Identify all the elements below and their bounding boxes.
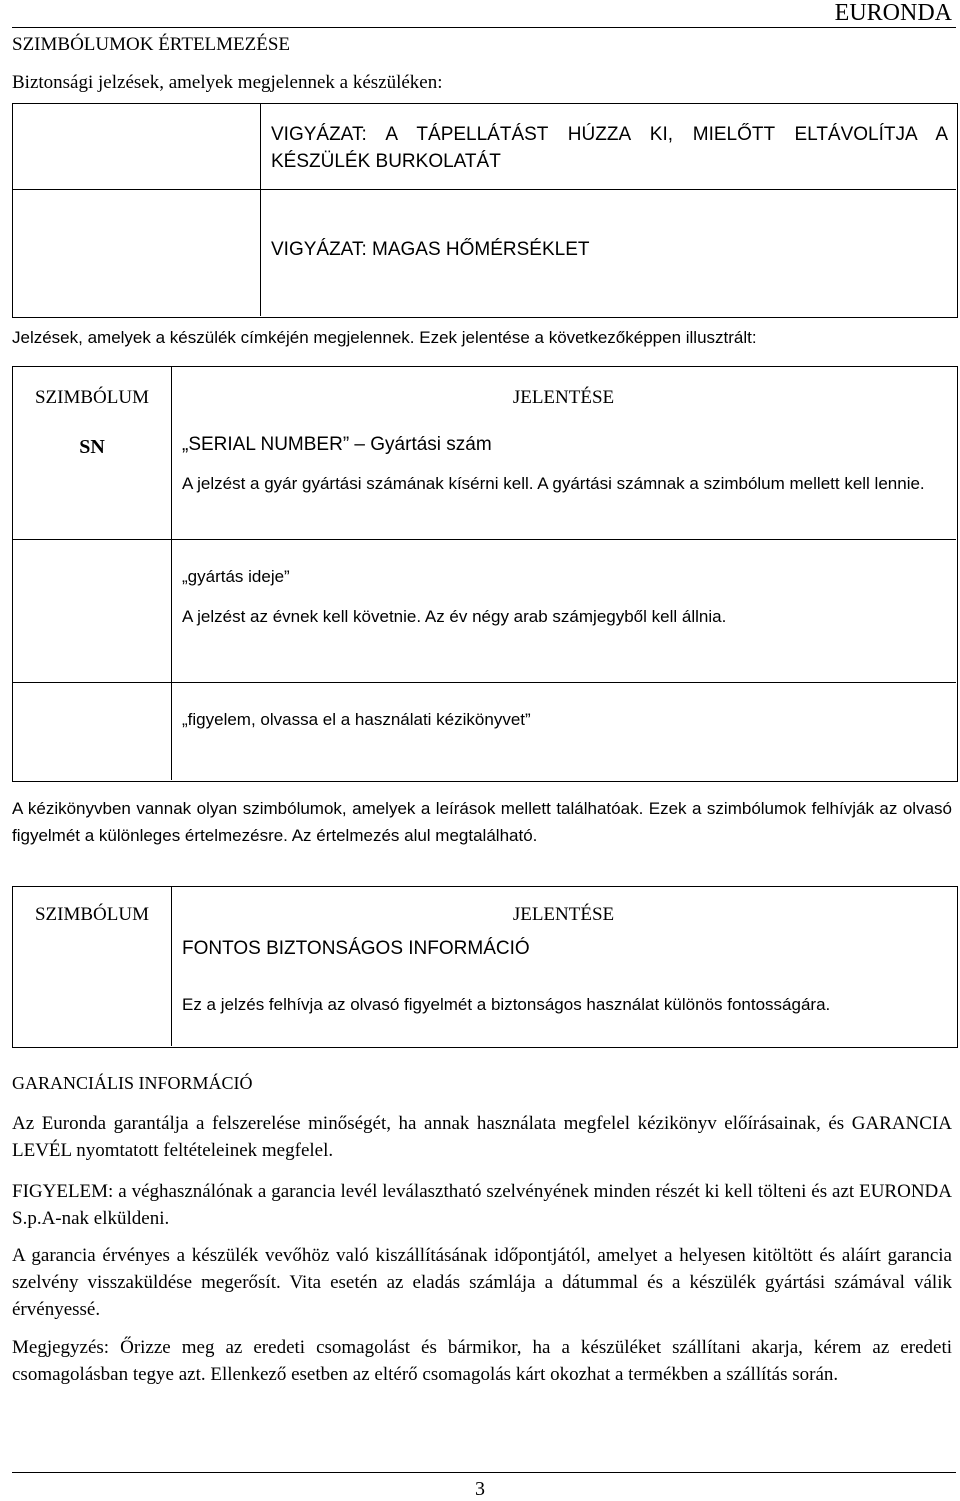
- warranty-paragraph-4: Megjegyzés: Őrizze meg az eredeti csomagolást és bármikor, ha a készüléket szállítani akarja, kérem az eredeti csomagolásban tegye azt. Ellenkező esetben az eltérő csomagolás kárt okozhat a termékben a szállítás során.: [12, 1337, 952, 1385]
- safety-info-text: Ez a jelzés felhívja az olvasó figyelmét a biztonságos használat különös fontosságára.: [182, 995, 831, 1014]
- table-row-divider: [13, 539, 956, 540]
- footer-rule: [12, 1472, 956, 1473]
- serial-number-text: A jelzést a gyár gyártási számának kísérni kell. A gyártási számnak a szimbólum mellett kell lennie.: [182, 474, 925, 493]
- table2-header-symbol: SZIMBÓLUM: [34, 904, 149, 925]
- safety-intro: Biztonsági jelzések, amelyek megjelennek a készüléken:: [12, 72, 443, 93]
- brand-name: EURONDA: [834, 0, 952, 26]
- warning-box-row-divider: [13, 189, 956, 190]
- warranty-paragraph-3: A garancia érvényes a készülék vevőhöz való kiszállításának időpontjától, amelyet a helyesen kitöltött és aláírt garancia szelvény visszaküldése megerősít. Vita esetén az eladás számlája a dátummal és a készülék gyártási számával válik érvényessé.: [12, 1245, 952, 1320]
- page-number: 3: [475, 1478, 485, 1500]
- manual-symbol-table: [12, 886, 958, 1048]
- manufacture-date-text: A jelzést az évnek kell követnie. Az év négy arab számjegyből kell állnia.: [182, 607, 727, 626]
- section-title: SZIMBÓLUMOK ÉRTELMEZÉSE: [12, 34, 291, 55]
- serial-number-title: „SERIAL NUMBER” – Gyártási szám: [182, 434, 492, 455]
- warning-box: [12, 103, 958, 318]
- manual-paragraph: A kézikönyvben vannak olyan szimbólumok, amelyek a leírások mellett találhatóak. Ezek a szimbólumok felhívják az olvasó figyelmét a különleges értelmezésre. Az értelmezés alul megtalálható.: [12, 799, 952, 845]
- table-row-divider: [13, 682, 956, 683]
- table-header-meaning: JELENTÉSE: [512, 387, 615, 408]
- symbol-table: [12, 366, 958, 782]
- warning-text-temperature: VIGYÁZAT: MAGAS HŐMÉRSÉKLET: [271, 239, 590, 260]
- table2-header-meaning: JELENTÉSE: [512, 904, 615, 925]
- label-intro: Jelzések, amelyek a készülék címkéjén megjelennek. Ezek jelentése a következőképpen illusztrált:: [12, 328, 757, 347]
- header-rule: [12, 27, 956, 28]
- warranty-title: GARANCIÁLIS INFORMÁCIÓ: [12, 1073, 253, 1093]
- safety-info-title: FONTOS BIZTONSÁGOS INFORMÁCIÓ: [182, 938, 530, 959]
- warranty-paragraph-1: Az Euronda garantálja a felszerelése minőségét, ha annak használata megfelel kézikönyv előírásainak, és GARANCIA LEVÉL nyomtatott feltételeinek megfelel.: [12, 1113, 952, 1161]
- table-col-divider: [171, 367, 172, 780]
- table-header-symbol: SZIMBÓLUM: [34, 387, 149, 408]
- warranty-paragraph-2: FIGYELEM: a véghasználónak a garancia levél leválasztható szelvényének minden részét ki kell tölteni és azt EURONDA S.p.A-nak elküldeni.: [12, 1181, 952, 1229]
- warning-text-power: VIGYÁZAT: A TÁPELLÁTÁST HÚZZA KI, MIELŐTT ELTÁVOLÍTJA A KÉSZÜLÉK BURKOLATÁT: [271, 124, 948, 172]
- symbol-sn: SN: [79, 436, 105, 458]
- read-manual-title: „figyelem, olvassa el a használati kézikönyvet”: [182, 710, 531, 729]
- manufacture-date-title: „gyártás ideje”: [182, 567, 290, 586]
- warning-box-divider: [260, 104, 261, 316]
